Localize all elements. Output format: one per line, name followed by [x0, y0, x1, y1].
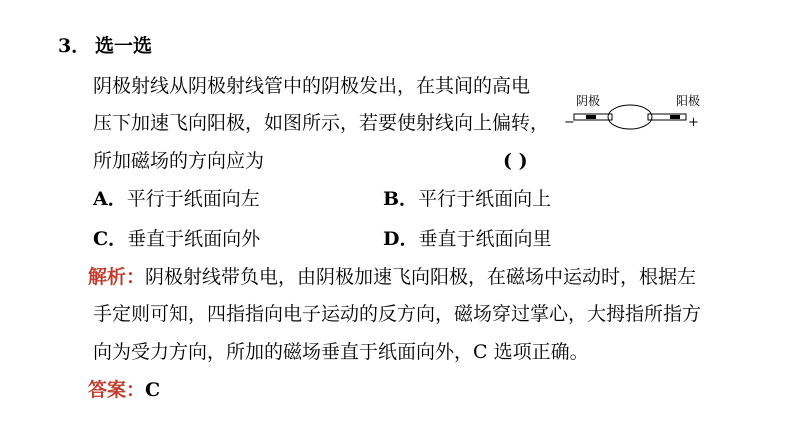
answer-value: C	[145, 379, 161, 401]
option-a-text: 平行于纸面向左	[126, 188, 260, 210]
anode-electrode	[670, 115, 680, 119]
analysis-label: 解析：	[88, 266, 146, 288]
answer-line	[88, 378, 160, 402]
option-b-text: 平行于纸面向上	[418, 188, 552, 210]
cathode-ray-tube-figure	[560, 94, 700, 134]
answer-label: 答案：	[88, 379, 146, 401]
analysis-line-2: 手定则可知，四指指向电子运动的反方向，磁场穿过掌心，大拇指所指方	[93, 303, 702, 325]
option-c-letter: C．	[93, 228, 128, 250]
question-stem-line-2: 压下加速飞向阳极，如图所示，若要使射线向上偏转，	[93, 112, 550, 134]
option-a-letter: A．	[93, 188, 127, 210]
tube-drawing	[560, 94, 700, 134]
question-number: 3．	[58, 35, 91, 57]
question-stem-line-3: 所加磁场的方向应为	[93, 150, 265, 172]
option-b-letter: B．	[383, 188, 419, 210]
option-a	[93, 187, 260, 211]
negative-terminal-sign: −	[564, 115, 575, 130]
anode-stem	[648, 114, 686, 120]
positive-terminal-sign: +	[688, 115, 699, 130]
option-b	[383, 187, 551, 211]
option-d-letter: D．	[383, 228, 419, 250]
analysis-text-1: 阴极射线带负电，由阴极加速飞向阳极，在磁场中运动时，根据左	[145, 266, 697, 288]
answer-blank: ( )	[503, 150, 528, 172]
analysis-line-1	[88, 265, 696, 289]
anode-label: 阳极	[676, 94, 701, 108]
question-stem-line-1: 阴极射线从阴极射线管中的阴极发出，在其间的高电	[93, 75, 531, 97]
option-c	[93, 227, 260, 251]
cathode-electrode	[586, 115, 596, 119]
question-title: 选一选	[95, 35, 153, 57]
analysis-line-3: 向为受力方向，所加的磁场垂直于纸面向外，C 选项正确。	[93, 341, 589, 363]
cathode-label: 阴极	[576, 94, 601, 108]
tube-bulb	[608, 105, 652, 129]
option-c-text: 垂直于纸面向外	[127, 228, 261, 250]
option-d	[383, 227, 552, 251]
option-d-text: 垂直于纸面向里	[418, 228, 552, 250]
